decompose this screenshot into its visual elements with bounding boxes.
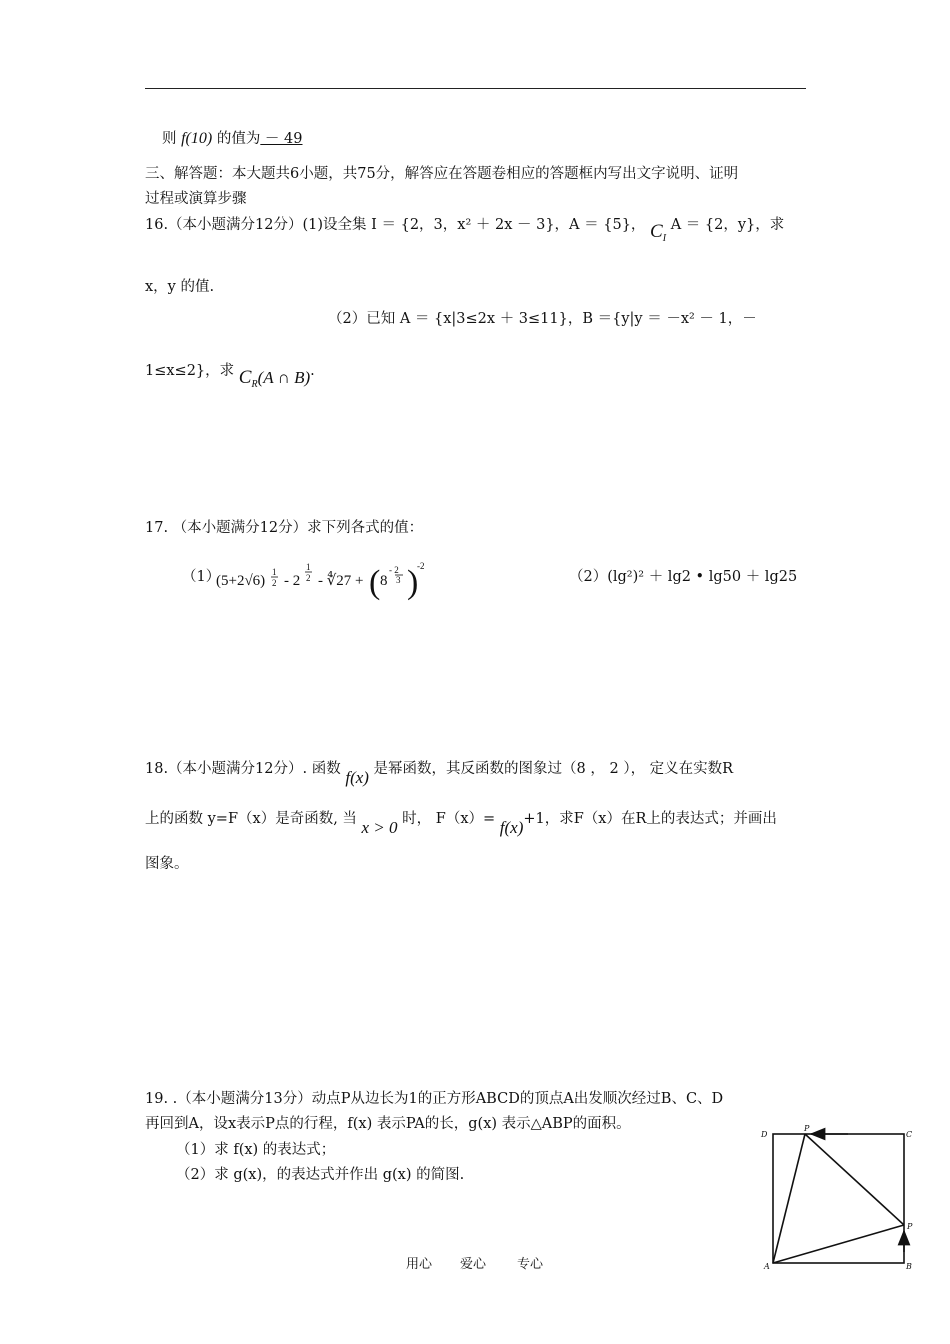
footer-text-2: 爱心 (460, 1257, 487, 1272)
footer-text-3: 专心 (517, 1257, 544, 1272)
svg-text:2: 2 (272, 578, 277, 588)
q16-complement-sub: I (662, 232, 667, 244)
q16-part2-sub: R (251, 378, 258, 390)
svg-text:- 2: - 2 (389, 565, 399, 575)
q19-sub2: （2）求 g(x)，的表达式并作出 g(x) 的简图. (176, 1167, 465, 1183)
q17-p1-label: （1） (182, 569, 221, 585)
q16-complement: C (650, 221, 663, 242)
svg-text:(5+2√6): (5+2√6) (216, 573, 266, 589)
header-rule (145, 88, 806, 89)
svg-text:(: ( (369, 564, 381, 601)
q18-line1-a: 18.（本小题满分12分）. 函数 (145, 761, 341, 777)
prev-answer-lead: 则 (162, 131, 177, 147)
segment-ap-top (773, 1134, 805, 1263)
label-p-right: P (907, 1222, 913, 1231)
label-a: A (764, 1262, 770, 1271)
q18-line2-c: +1，求F（x）在R上的表达式；并画出 (523, 811, 777, 827)
svg-text:3: 3 (396, 575, 401, 585)
q18-line1-b: 是幂函数，其反函数的图象过（8 ， 2 ）， 定义在实数R (373, 761, 734, 777)
prev-answer-value: － 49 (260, 131, 303, 147)
q16-line1 (145, 213, 785, 244)
label-d: D (761, 1130, 768, 1139)
svg-text:-2: -2 (417, 561, 425, 571)
svg-text:8: 8 (380, 573, 388, 589)
svg-text:): ) (407, 564, 419, 601)
q16-part2-text: 1≤x≤2}，求 (145, 363, 235, 379)
label-b: B (906, 1262, 912, 1271)
q18-line3: 图象。 (145, 856, 189, 872)
svg-text:- ∜27 +: - ∜27 + (318, 573, 364, 589)
q17-p1-expression (214, 555, 444, 605)
prev-answer-func: f(10) (181, 130, 213, 147)
q16-line1-text: 16.（本小题满分12分）(1)设全集 I ＝ {2，3，x² ＋ 2x － 3}，A ＝ {5}， (145, 217, 646, 233)
q17-title: 17. （本小题满分12分）求下列各式的值： (145, 520, 424, 536)
q19-line2: 再回到A，设x表示P点的行程，f(x) 表示PA的长，g(x) 表示△ABP的面积。 (145, 1116, 631, 1132)
label-c: C (906, 1130, 913, 1139)
section3-line2: 过程或演算步骤 (145, 191, 247, 207)
label-p-top: P (804, 1124, 810, 1133)
q19-sub1: （1）求 f(x) 的表达式； (176, 1142, 336, 1158)
q16-part2-end: . (310, 363, 315, 379)
svg-text:1: 1 (272, 567, 277, 577)
prev-answer-line (162, 127, 303, 148)
section3-line1: 三、解答题：本大题共6小题，共75分，解答应在答题卷相应的答题框内写出文字说明、证明 (145, 166, 739, 182)
q18-cond: x > 0 (361, 818, 398, 837)
prev-answer-mid: 的值为 (216, 131, 261, 147)
q16-part2-line2 (145, 359, 315, 390)
segment-p-p (805, 1134, 904, 1225)
footer-text-1: 用心 (406, 1257, 433, 1272)
q16-line1-tail: A ＝ {2，y}，求 (670, 217, 785, 233)
q19-line1: 19. .（本小题满分13分）动点P从边长为1的正方形ABCD的顶点A出发顺次经过B、C、D (145, 1091, 724, 1107)
q18-line2-b: 时， F（x）= (402, 811, 496, 827)
q18-fx: f(x) (345, 768, 369, 787)
svg-text:- 2: - 2 (284, 573, 301, 589)
q18-fx-2: f(x) (499, 818, 524, 837)
svg-text:2: 2 (306, 573, 311, 583)
q16-part2-c: C (238, 367, 252, 388)
square-figure (758, 1122, 918, 1272)
q16-part2-rest: (A ∩ B) (257, 368, 311, 387)
q16-part2-line1: （2）已知 A ＝ {x|3≤2x ＋ 3≤11}，B ＝{y|y ＝ －x² － 1，－ (328, 311, 757, 327)
segment-ap-right (773, 1225, 904, 1263)
q16-line2: x，y 的值. (145, 279, 215, 295)
q18-line2 (145, 807, 777, 837)
q18-line2-a: 上的函数 y=F（x）是奇函数, 当 (145, 811, 357, 827)
svg-text:1: 1 (306, 562, 311, 572)
q17-p2: （2）(lg²)² ＋ lg2 • lg50 ＋ lg25 (569, 569, 798, 585)
q18-line1 (145, 757, 734, 787)
